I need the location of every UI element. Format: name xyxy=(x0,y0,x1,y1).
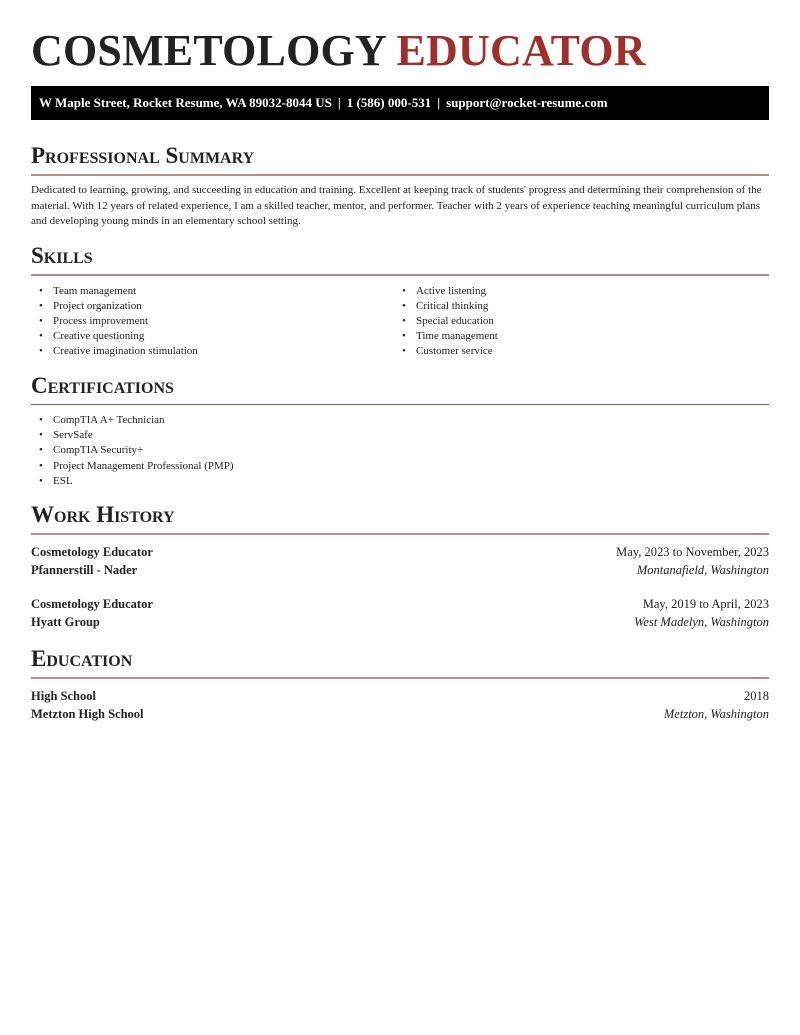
section-divider xyxy=(31,404,769,406)
section-work-history xyxy=(31,501,769,631)
skill-item: • Special education xyxy=(402,314,757,329)
section-divider xyxy=(31,274,769,276)
job-title: Cosmetology Educator xyxy=(31,597,153,612)
section-heading: Certifications xyxy=(31,372,174,398)
education-school: Metzton High School xyxy=(31,707,144,722)
summary-text: Dedicated to learning, growing, and succeeding in education and training. Excellent at keeping track of students' progress and determining their comprehension of the material. With 12 years of related experience, I am a skilled teacher, mentor, and performer. Teacher with 2 years of experience teaching meaningful curriculum plans and developing young minds in an elementary school setting. xyxy=(31,184,762,227)
section-divider xyxy=(31,174,769,176)
section-heading: Education xyxy=(31,646,133,672)
education-location: Metzton, Washington xyxy=(663,707,769,722)
section-divider xyxy=(31,533,769,535)
job-location: West Madelyn, Washington xyxy=(634,615,769,630)
section-certifications xyxy=(31,372,769,490)
contact-phone: 1 (586) 000-531 xyxy=(346,95,432,110)
resume-title xyxy=(31,0,769,75)
skill-item: • Active listening xyxy=(402,284,757,299)
certification-item: • Project Management Professional (PMP) xyxy=(39,459,769,474)
education-entry xyxy=(31,687,769,723)
skill-item: • Project organization xyxy=(39,299,394,314)
skills-column-left xyxy=(31,284,394,360)
contact-address: W Maple Street, Rocket Resume, WA 89032-8044 US xyxy=(39,95,332,110)
contact-separator: | xyxy=(337,95,341,110)
job-location: Montanafield, Washington xyxy=(636,563,769,578)
skill-item: • Process improvement xyxy=(39,314,394,329)
contact-email[interactable]: support@rocket-resume.com xyxy=(446,95,608,110)
job-dates: May, 2019 to April, 2023 xyxy=(642,597,769,612)
section-heading: Work History xyxy=(31,502,175,528)
section-divider xyxy=(31,677,769,679)
section-heading: Professional Summary xyxy=(31,143,255,168)
title-part-2: EDUCATOR xyxy=(396,26,646,75)
section-heading: Skills xyxy=(31,242,93,268)
certification-item: • ServSafe xyxy=(39,428,769,443)
job-employer: Pfannerstill - Nader xyxy=(31,563,138,578)
skill-item: • Creative imagination stimulation xyxy=(39,344,394,359)
section-education xyxy=(31,645,769,723)
certification-item: • CompTIA A+ Technician xyxy=(39,413,769,428)
contact-bar xyxy=(31,86,769,120)
section-skills xyxy=(31,242,769,360)
skill-item: • Team management xyxy=(39,284,394,299)
job-title: Cosmetology Educator xyxy=(31,545,153,560)
skill-item: • Time management xyxy=(402,329,757,344)
certification-item: • ESL xyxy=(39,474,769,489)
job-entry xyxy=(31,543,769,579)
job-dates: May, 2023 to November, 2023 xyxy=(616,545,769,560)
job-entry xyxy=(31,595,769,631)
job-employer: Hyatt Group xyxy=(31,615,100,630)
education-degree: High School xyxy=(31,689,96,704)
skills-grid xyxy=(31,284,769,360)
contact-separator: | xyxy=(437,95,441,110)
title-part-1: COSMETOLOGY xyxy=(31,26,386,75)
skills-column-right xyxy=(394,284,757,360)
skill-item: • Critical thinking xyxy=(402,299,757,314)
certification-item: • CompTIA Security+ xyxy=(39,443,769,458)
skill-item: • Creative questioning xyxy=(39,329,394,344)
education-year: 2018 xyxy=(744,689,769,704)
section-summary xyxy=(31,142,769,230)
skill-item: • Customer service xyxy=(402,344,757,359)
